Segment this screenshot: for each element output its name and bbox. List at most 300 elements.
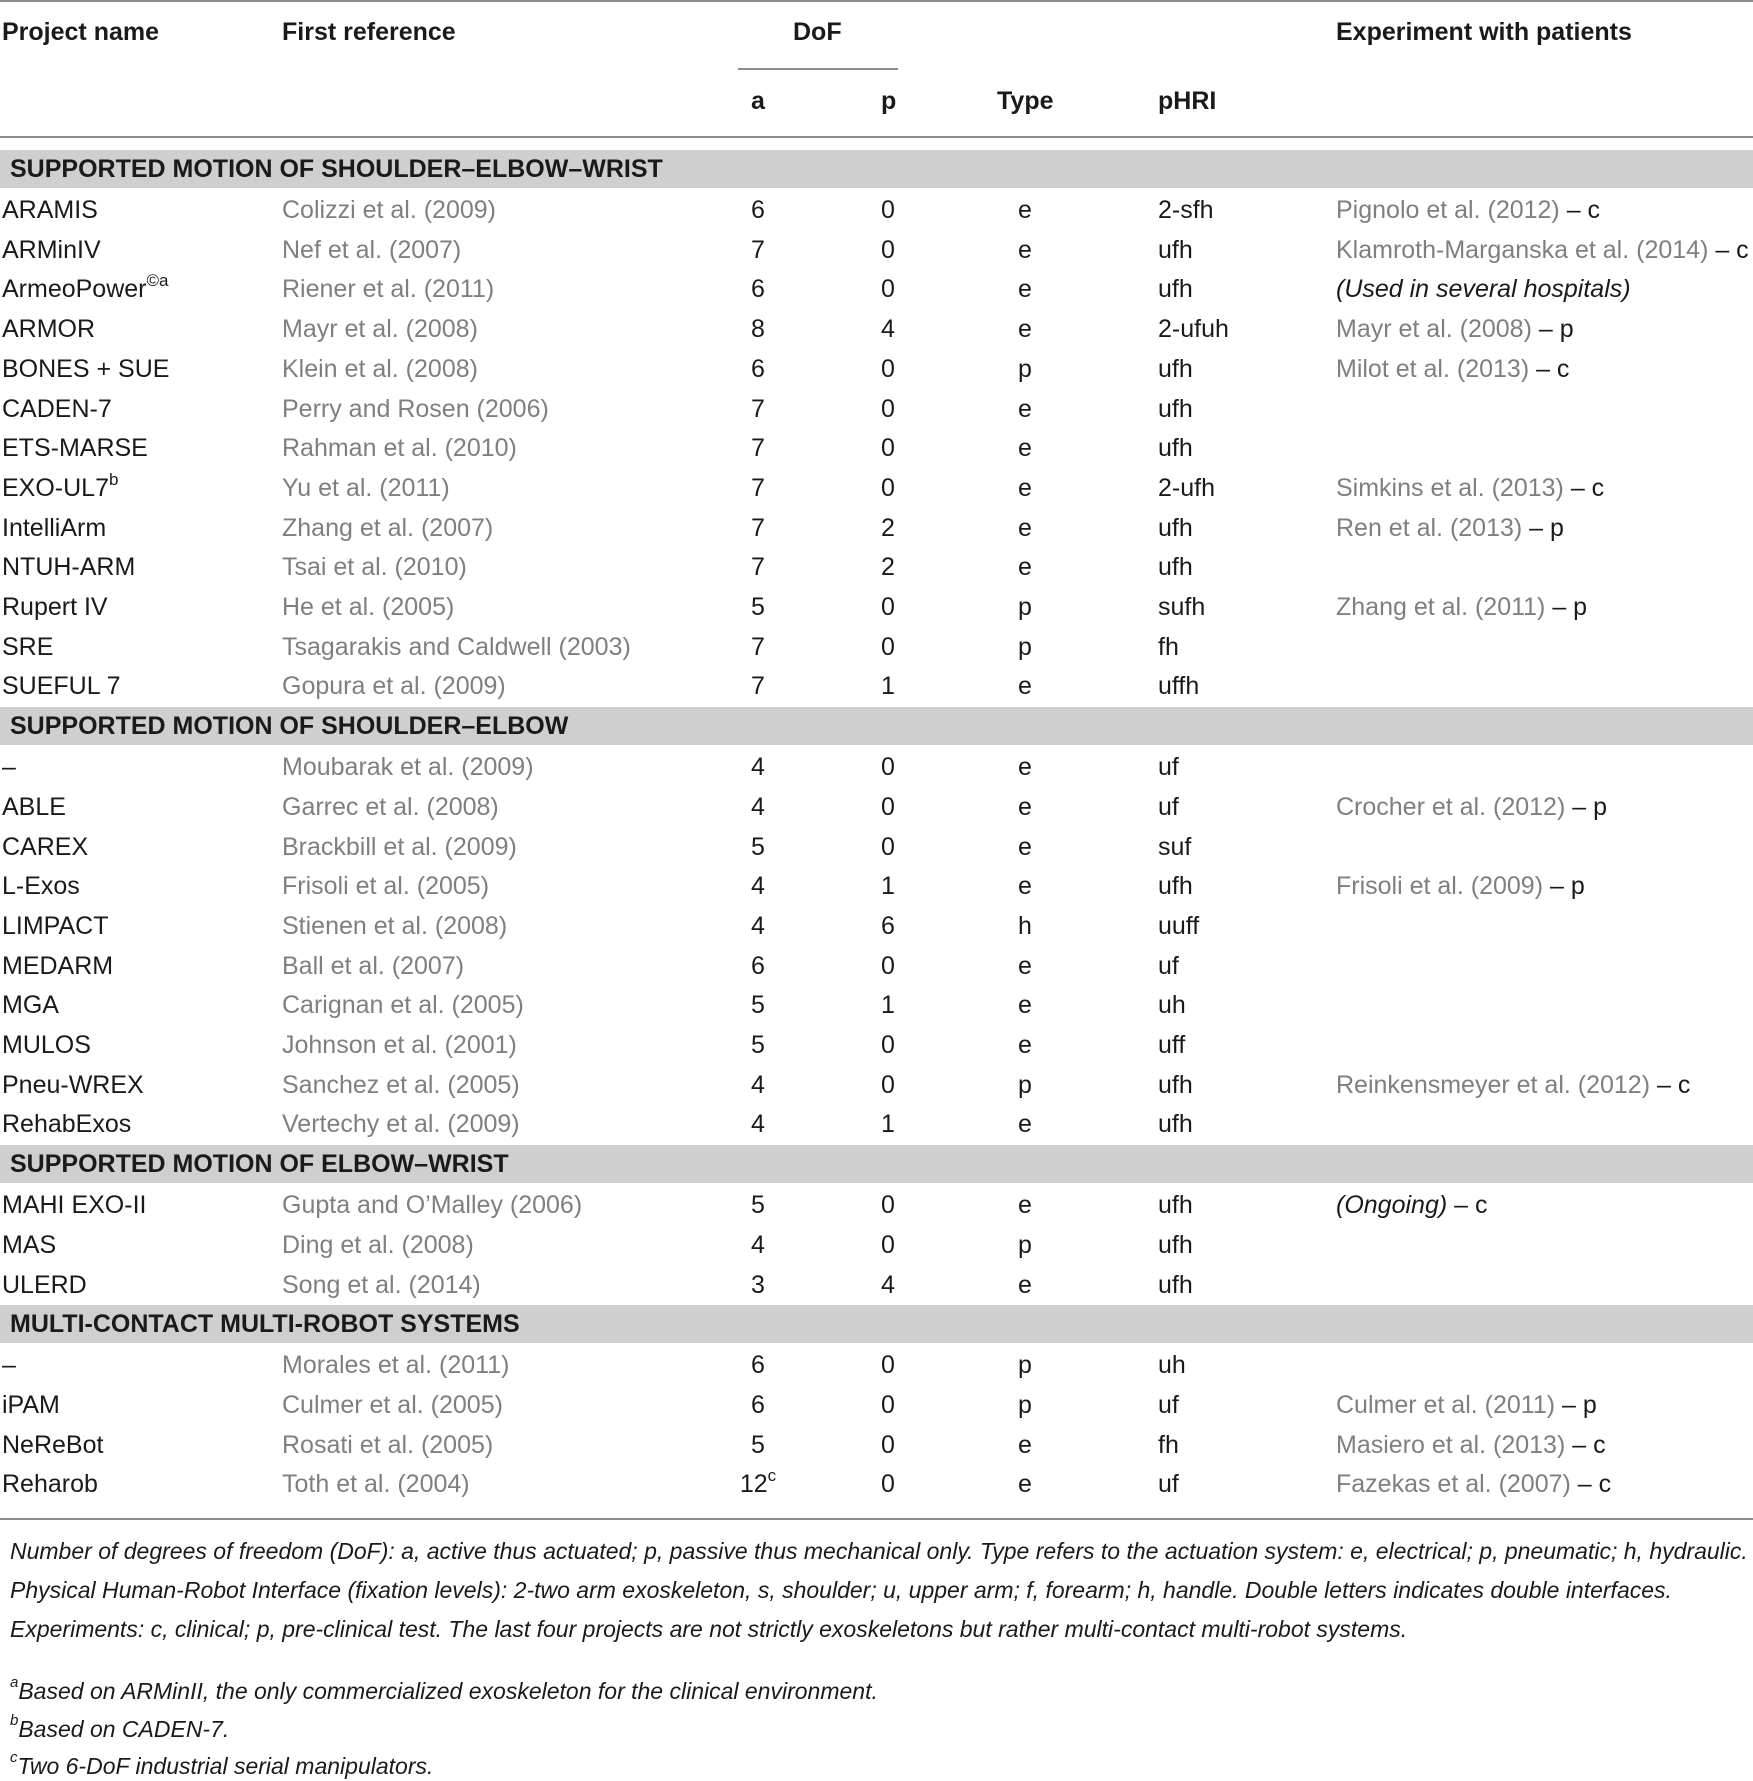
project-name-cell-text: ETS-MARSE <box>2 434 148 463</box>
project-name-cell <box>2 671 121 701</box>
header-type: Type <box>997 87 1054 115</box>
dof-passive-cell-text: 0 <box>881 1191 895 1220</box>
dof-active-cell <box>718 274 798 304</box>
table-row <box>0 547 1753 587</box>
first-reference-cell-text: Stienen et al. (2008) <box>282 911 508 940</box>
first-reference-cell-text: Sanchez et al. (2005) <box>282 1070 520 1099</box>
phri-cell <box>1158 513 1193 543</box>
experiment-kind: – c <box>1570 1470 1612 1499</box>
dof-rule <box>738 68 898 70</box>
first-reference-cell-text: Zhang et al. (2007) <box>282 513 494 542</box>
first-reference-cell <box>282 1230 474 1260</box>
dof-active-cell-text: 5 <box>751 1430 765 1459</box>
dof-passive-cell <box>848 671 928 701</box>
section-header <box>0 707 1753 745</box>
phri-cell-text: ufh <box>1158 1070 1193 1099</box>
type-cell <box>985 1190 1065 1220</box>
project-name-cell-text: ARAMIS <box>2 196 98 224</box>
table-row <box>0 230 1753 270</box>
dof-passive-cell-text: 2 <box>881 513 895 542</box>
type-cell <box>985 911 1065 941</box>
dof-passive-cell-text: 4 <box>881 315 895 344</box>
dof-active-cell-text: 5 <box>751 593 765 621</box>
experiment-reference: Frisoli et al. (2009) <box>1336 872 1544 901</box>
dof-passive-cell-text: 1 <box>881 991 895 1020</box>
project-name-cell <box>2 1030 91 1060</box>
table-row <box>0 1104 1753 1144</box>
project-name-cell-text: RehabExos <box>2 1110 132 1139</box>
dof-passive-cell-text: 1 <box>881 872 895 901</box>
dof-passive-cell <box>848 354 928 384</box>
first-reference-cell <box>282 1390 503 1420</box>
project-name-cell-superscript: ©a <box>146 271 169 291</box>
type-cell-text: e <box>1018 832 1032 861</box>
type-cell <box>985 354 1065 384</box>
first-reference-cell-text: Brackbill et al. (2009) <box>282 832 517 861</box>
dof-active-cell-text: 5 <box>751 1031 765 1059</box>
dof-active-cell <box>718 832 798 862</box>
experiment-cell <box>1336 1390 1597 1420</box>
type-cell-text: e <box>1018 1110 1032 1139</box>
first-reference-cell-text: Colizzi et al. (2009) <box>282 196 496 224</box>
dof-passive-cell-text: 0 <box>881 832 895 861</box>
dof-active-cell-text: 5 <box>751 991 765 1020</box>
table-row <box>0 906 1753 946</box>
table-row <box>0 627 1753 667</box>
type-cell <box>985 1430 1065 1460</box>
dof-active-cell-text: 5 <box>751 832 765 861</box>
dof-active-cell-text: 4 <box>751 911 765 940</box>
type-cell-text: e <box>1018 753 1032 782</box>
top-rule <box>0 0 1753 2</box>
type-cell <box>985 1270 1065 1300</box>
dof-passive-cell <box>848 552 928 582</box>
header-rule <box>0 136 1753 138</box>
dof-active-cell-text: 5 <box>751 1191 765 1220</box>
dof-passive-cell-text: 1 <box>881 1110 895 1139</box>
type-cell <box>985 513 1065 543</box>
experiment-cell <box>1336 1070 1690 1100</box>
dof-active-cell-text: 4 <box>751 872 765 901</box>
dof-active-cell <box>718 552 798 582</box>
first-reference-cell <box>282 951 464 981</box>
first-reference-cell <box>282 1030 517 1060</box>
phri-cell-text: fh <box>1158 632 1179 661</box>
dof-passive-cell-text: 1 <box>881 672 895 701</box>
phri-cell <box>1158 235 1193 265</box>
dof-passive-cell <box>848 513 928 543</box>
first-reference-cell-text: Rahman et al. (2010) <box>282 434 517 463</box>
dof-active-cell <box>718 1270 798 1300</box>
type-cell-text: e <box>1018 1031 1032 1059</box>
phri-cell-text: 2-sfh <box>1158 196 1214 224</box>
project-name-cell-text: ARMOR <box>2 315 96 344</box>
dof-active-cell <box>718 671 798 701</box>
project-name-cell <box>2 871 80 901</box>
dof-passive-cell-text: 0 <box>881 951 895 980</box>
project-name-cell-text: ARMinIV <box>2 235 101 264</box>
dof-active-cell <box>718 1430 798 1460</box>
first-reference-cell <box>282 195 496 225</box>
project-name-cell <box>2 394 112 424</box>
table-row <box>0 190 1753 230</box>
first-reference-cell-text: Klein et al. (2008) <box>282 354 478 383</box>
first-reference-cell-text: Moubarak et al. (2009) <box>282 753 534 782</box>
project-name-cell <box>2 911 109 941</box>
type-cell-text: e <box>1018 315 1032 344</box>
phri-cell <box>1158 1230 1193 1260</box>
dof-active-cell <box>718 1030 798 1060</box>
type-cell-text: p <box>1018 1070 1032 1099</box>
table-row <box>0 349 1753 389</box>
footnote-mark: c <box>10 1749 18 1767</box>
table-row <box>0 866 1753 906</box>
dof-active-cell-text: 7 <box>751 235 765 264</box>
dof-active-cell-text: 6 <box>751 1390 765 1419</box>
first-reference-cell-text: Toth et al. (2004) <box>282 1470 470 1499</box>
project-name-cell <box>2 271 169 304</box>
first-reference-cell-text: Tsai et al. (2010) <box>282 553 467 582</box>
dof-passive-cell <box>848 1190 928 1220</box>
project-name-cell-text: NeReBot <box>2 1430 104 1459</box>
experiment-reference: Zhang et al. (2011) <box>1336 593 1546 621</box>
type-cell-text: e <box>1018 275 1032 304</box>
dof-active-cell <box>718 1465 798 1499</box>
project-name-cell <box>2 632 53 662</box>
table-row <box>0 587 1753 627</box>
section-header <box>0 150 1753 188</box>
dof-active-cell <box>718 632 798 662</box>
dof-active-cell-text: 7 <box>751 513 765 542</box>
first-reference-cell <box>282 832 517 862</box>
type-cell <box>985 671 1065 701</box>
first-reference-cell <box>282 632 631 662</box>
type-cell <box>985 1109 1065 1139</box>
table-header <box>0 0 1753 136</box>
phri-cell-text: ufh <box>1158 872 1193 901</box>
dof-passive-cell <box>848 1469 928 1499</box>
dof-passive-cell <box>848 1030 928 1060</box>
type-cell-text: e <box>1018 1270 1032 1299</box>
first-reference-cell-text: Culmer et al. (2005) <box>282 1390 503 1419</box>
experiment-kind: – p <box>1531 315 1574 344</box>
first-reference-cell <box>282 990 524 1020</box>
dof-active-cell-text: 7 <box>751 553 765 582</box>
header-first-reference: First reference <box>282 18 456 46</box>
footnote-text: Based on CADEN-7. <box>18 1716 230 1742</box>
type-cell-text: e <box>1018 672 1032 701</box>
project-name-cell-text: IntelliArm <box>2 513 107 542</box>
project-name-cell <box>2 314 95 344</box>
dof-active-cell-text: 7 <box>751 672 765 701</box>
phri-cell-text: sufh <box>1158 593 1206 621</box>
type-cell <box>985 1350 1065 1380</box>
dof-passive-cell <box>848 1109 928 1139</box>
dof-active-cell <box>718 1230 798 1260</box>
project-name-cell <box>2 1109 131 1139</box>
experiment-cell <box>1336 1469 1611 1499</box>
dof-active-cell <box>718 951 798 981</box>
type-cell-text: e <box>1018 513 1032 542</box>
header-dof: DoF <box>793 18 842 46</box>
dof-passive-cell <box>848 592 928 622</box>
project-name-cell-text: CADEN-7 <box>2 394 112 423</box>
phri-cell-text: uuff <box>1158 911 1200 940</box>
project-name-cell-text: ABLE <box>2 792 66 821</box>
dof-active-cell <box>718 911 798 941</box>
phri-cell-text: uh <box>1158 991 1186 1020</box>
experiment-reference: Simkins et al. (2013) <box>1336 473 1564 502</box>
type-cell-text: e <box>1018 951 1032 980</box>
dof-passive-cell-text: 0 <box>881 1031 895 1059</box>
type-cell <box>985 274 1065 304</box>
experiment-reference: Pignolo et al. (2012) <box>1336 196 1560 224</box>
phri-cell <box>1158 1390 1179 1420</box>
dof-active-cell <box>718 235 798 265</box>
project-name-cell <box>2 990 59 1020</box>
project-name-cell-text: L-Exos <box>2 872 80 901</box>
type-cell <box>985 832 1065 862</box>
first-reference-cell <box>282 1350 509 1380</box>
type-cell-text: e <box>1018 991 1032 1020</box>
phri-cell <box>1158 1430 1179 1460</box>
experiment-reference: Fazekas et al. (2007) <box>1336 1470 1571 1499</box>
experiment-kind: – p <box>1555 1390 1597 1419</box>
dof-passive-cell-text: 0 <box>881 1470 895 1499</box>
dof-passive-cell <box>848 792 928 822</box>
first-reference-cell <box>282 552 467 582</box>
table-row <box>0 1185 1753 1225</box>
table-row <box>0 985 1753 1025</box>
table-row <box>0 1225 1753 1265</box>
experiment-cell <box>1336 195 1600 225</box>
dof-passive-cell-text: 0 <box>881 354 895 383</box>
dof-active-cell <box>718 513 798 543</box>
table-row <box>0 468 1753 508</box>
first-reference-cell-text: Vertechy et al. (2009) <box>282 1110 520 1139</box>
dof-passive-cell-text: 0 <box>881 753 895 782</box>
project-name-cell-text: LIMPACT <box>2 911 109 940</box>
project-name-cell-text: CAREX <box>2 832 89 861</box>
first-reference-cell-text: Ball et al. (2007) <box>282 951 465 980</box>
experiment-reference: Klamroth-Marganska et al. (2014) <box>1336 235 1709 264</box>
footnote-b <box>10 1714 229 1744</box>
phri-cell-text: ufh <box>1158 1191 1193 1220</box>
section-title: SUPPORTED MOTION OF SHOULDER–ELBOW–WRIST <box>10 155 663 183</box>
experiment-reference: Milot et al. (2013) <box>1336 354 1530 383</box>
experiment-note: (Ongoing) <box>1336 1191 1448 1220</box>
dof-active-cell <box>718 1070 798 1100</box>
first-reference-cell <box>282 1109 520 1139</box>
project-name-cell <box>2 469 119 503</box>
experiment-cell <box>1336 792 1607 822</box>
project-name-cell <box>2 1190 146 1220</box>
type-cell-text: e <box>1018 434 1032 463</box>
dof-passive-cell-text: 0 <box>881 1230 895 1259</box>
section-header <box>0 1305 1753 1343</box>
dof-passive-cell-text: 6 <box>881 911 895 940</box>
type-cell-text: e <box>1018 872 1032 901</box>
project-name-cell-text: Reharob <box>2 1470 98 1499</box>
type-cell-text: p <box>1018 1230 1032 1259</box>
project-name-cell-text: – <box>2 753 16 782</box>
type-cell <box>985 394 1065 424</box>
dof-passive-cell-text: 0 <box>881 434 895 463</box>
phri-cell <box>1158 314 1229 344</box>
project-name-cell <box>2 1469 98 1499</box>
dof-passive-cell <box>848 195 928 225</box>
section-header <box>0 1145 1753 1183</box>
phri-cell-text: ufh <box>1158 1110 1193 1139</box>
dof-active-cell-text: 7 <box>751 632 765 661</box>
experiment-cell <box>1336 274 1631 304</box>
experiment-kind: – c <box>1529 354 1570 383</box>
phri-cell-text: ufh <box>1158 275 1193 304</box>
project-name-cell-text: Pneu-WREX <box>2 1070 144 1099</box>
dof-active-cell-text: 8 <box>751 315 765 344</box>
phri-cell-text: uf <box>1158 951 1179 980</box>
dof-active-cell <box>718 1350 798 1380</box>
experiment-reference: Crocher et al. (2012) <box>1336 792 1566 821</box>
first-reference-cell <box>282 1070 520 1100</box>
first-reference-cell <box>282 513 493 543</box>
table-row <box>0 1385 1753 1425</box>
experiment-cell <box>1336 354 1569 384</box>
table-row <box>0 309 1753 349</box>
dof-passive-cell-text: 0 <box>881 473 895 502</box>
project-name-cell <box>2 951 113 981</box>
type-cell-text: e <box>1018 1191 1032 1220</box>
experiment-kind: – c <box>1447 1191 1488 1220</box>
type-cell-text: h <box>1018 911 1032 940</box>
phri-cell-text: ufh <box>1158 1230 1193 1259</box>
first-reference-cell-text: Rosati et al. (2005) <box>282 1430 494 1459</box>
dof-passive-cell-text: 4 <box>881 1270 895 1299</box>
table-row <box>0 508 1753 548</box>
phri-cell-text: ufh <box>1158 513 1193 542</box>
first-reference-cell-text: He et al. (2005) <box>282 593 455 621</box>
type-cell <box>985 1070 1065 1100</box>
phri-cell-text: suf <box>1158 832 1192 861</box>
table-row <box>0 1025 1753 1065</box>
phri-cell-text: uf <box>1158 1390 1179 1419</box>
type-cell <box>985 1469 1065 1499</box>
project-name-cell <box>2 1270 87 1300</box>
first-reference-cell-text: Gopura et al. (2009) <box>282 672 506 701</box>
first-reference-cell <box>282 671 506 701</box>
experiment-reference: Culmer et al. (2011) <box>1336 1390 1556 1419</box>
experiment-kind: – p <box>1543 872 1585 901</box>
dof-active-cell <box>718 1390 798 1420</box>
phri-cell-text: ufh <box>1158 553 1193 582</box>
phri-cell-text: ufh <box>1158 434 1193 463</box>
dof-active-cell <box>718 792 798 822</box>
project-name-cell-text: SRE <box>2 632 54 661</box>
experiment-kind: – p <box>1545 593 1588 621</box>
table-row <box>0 946 1753 986</box>
phri-cell <box>1158 632 1179 662</box>
footnote-mark: a <box>10 1674 19 1692</box>
project-name-cell-text: SUEFUL 7 <box>2 672 121 701</box>
experiment-cell <box>1336 314 1574 344</box>
first-reference-cell <box>282 274 494 304</box>
phri-cell <box>1158 552 1193 582</box>
phri-cell <box>1158 951 1179 981</box>
type-cell <box>985 1390 1065 1420</box>
project-name-cell-text: BONES + SUE <box>2 354 170 383</box>
dof-passive-cell <box>848 990 928 1020</box>
dof-passive-cell <box>848 394 928 424</box>
table-row <box>0 389 1753 429</box>
first-reference-cell-text: Johnson et al. (2001) <box>282 1031 517 1059</box>
experiment-reference: Reinkensmeyer et al. (2012) <box>1336 1070 1651 1099</box>
dof-active-cell <box>718 394 798 424</box>
phri-cell <box>1158 1469 1179 1499</box>
project-name-cell-text: ULERD <box>2 1270 87 1299</box>
table-row <box>0 269 1753 309</box>
type-cell <box>985 195 1065 225</box>
dof-passive-cell-text: 0 <box>881 632 895 661</box>
experiment-cell <box>1336 592 1587 622</box>
dof-active-cell <box>718 1109 798 1139</box>
dof-passive-cell-text: 0 <box>881 196 895 224</box>
phri-cell-text: uh <box>1158 1351 1186 1380</box>
phri-cell <box>1158 592 1205 622</box>
project-name-cell <box>2 513 106 543</box>
project-name-cell <box>2 832 88 862</box>
phri-cell-text: ufh <box>1158 235 1193 264</box>
dof-active-cell-text: 6 <box>751 951 765 980</box>
type-cell-text: e <box>1018 235 1032 264</box>
first-reference-cell-text: Song et al. (2014) <box>282 1270 481 1299</box>
first-reference-cell <box>282 314 478 344</box>
phri-cell-text: ufh <box>1158 394 1193 423</box>
first-reference-cell-text: Carignan et al. (2005) <box>282 991 524 1020</box>
type-cell <box>985 990 1065 1020</box>
dof-active-cell-text: 4 <box>751 1070 765 1099</box>
phri-cell-text: fh <box>1158 1430 1179 1459</box>
first-reference-cell-text: Garrec et al. (2008) <box>282 792 499 821</box>
phri-cell <box>1158 274 1193 304</box>
dof-passive-cell <box>848 314 928 344</box>
phri-cell-text: uf <box>1158 1470 1179 1499</box>
project-name-cell <box>2 1070 144 1100</box>
phri-cell <box>1158 911 1199 941</box>
experiment-kind: – c <box>1650 1070 1691 1099</box>
header-phri: pHRI <box>1158 87 1217 115</box>
type-cell <box>985 433 1065 463</box>
dof-active-cell <box>718 990 798 1020</box>
section-title: SUPPORTED MOTION OF SHOULDER–ELBOW <box>10 712 569 741</box>
dof-active-cell <box>718 354 798 384</box>
project-name-cell <box>2 792 66 822</box>
type-cell <box>985 473 1065 503</box>
first-reference-cell <box>282 752 534 782</box>
phri-cell-text: uf <box>1158 753 1179 782</box>
project-name-cell-text: EXO-UL7 <box>2 473 109 502</box>
first-reference-cell-text: Riener et al. (2011) <box>282 275 495 304</box>
type-cell <box>985 314 1065 344</box>
type-cell-text: e <box>1018 1430 1032 1459</box>
type-cell <box>985 871 1065 901</box>
footnote-a <box>10 1676 878 1706</box>
project-name-cell <box>2 1430 103 1460</box>
phri-cell <box>1158 473 1215 503</box>
phri-cell-text: ufh <box>1158 354 1193 383</box>
dof-passive-cell <box>848 433 928 463</box>
dof-active-cell <box>718 592 798 622</box>
dof-passive-cell-text: 0 <box>881 792 895 821</box>
